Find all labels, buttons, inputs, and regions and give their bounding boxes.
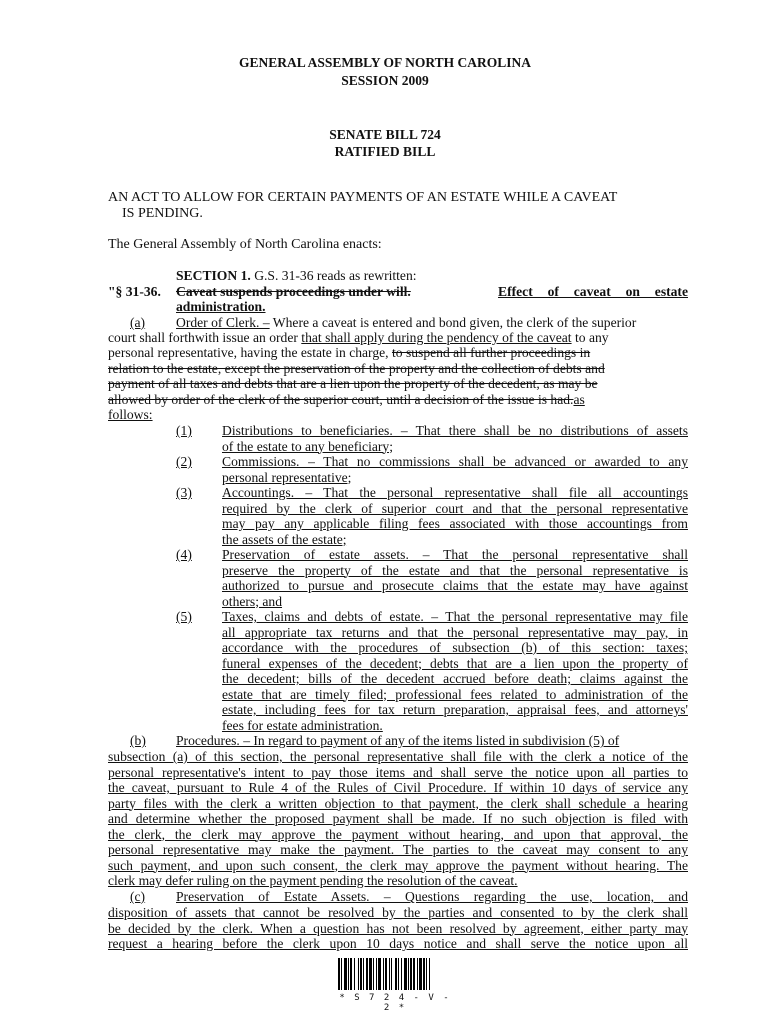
subdivision-text-line: of the estate to any beneficiary; [222,438,393,454]
subdivision-text-line: Accountings. – That the personal representative shall file all accountings [222,485,688,500]
subdivision-number: (4) [176,547,192,562]
section-1-label: SECTION 1. [176,268,251,283]
barcode-bar [426,958,427,990]
subsection-a-label: (a) [130,315,146,330]
bill-number: SENATE BILL 724 [329,127,441,142]
subsection-text-line: party files with the clerk a written objection to that payment, the clerk shall schedule a hearing [108,795,688,811]
document-page: GENERAL ASSEMBLY OF NORTH CAROLINA SESSION 2009 SENATE BILL 724 RATIFIED BILL AN ACT TO ALLOW FOR CERTAIN PAYMENTS OF AN ESTATE WHILE A CAVEAT IS PENDING. The General Assembly of North Carolina enacts: SECTION 1. G.S. 31-36 reads as rewritten: "§ 31-36. Caveat suspends proceedings under will. Effect of caveat on estate administration. (a) Order of Clerk. – Where a caveat is entered and bond given, the clerk of the superior court shall forthwith issue an order that shall apply during the pendency of the caveat to any personal representative, having the estate in charge, to suspend all further proceedings in relation to the estate, except the preservation of the property and the collection of debts and payment of all taxes and debts that are a lien upon the property of the decedent, as may be allowed by order of the clerk of the superior court, until a decision of the issue is had.as follows: (1) Distributions to beneficiaries. – That there shall be no distributions of assets of the estate to any beneficiary; (2) Commissions. – That no commissions shall be advanced or awarded to any personal representative; (3) Accountings. – That the personal representative shall file all accountings required by the clerk of superior court and that the personal representative may pay any applicable filing fees associated with those accountings from the assets of the estate; (4) Preservation of estate assets. – That the personal representative shall preserve the property of the estate and that the personal representative is authorized to pursue and prosecute claims that the estate may have against others; and (5) Taxes, claims and debts of estate. – That the personal representative may file all appropriate tax returns and that the personal representative may pay, in accordance with the procedures of subsection (b) of this section: taxes; funeral expenses of the decedent; debts that are a lien upon the property of the decedent; bills of the decedent accrued before death; claims against the estate that are timely filed; professional fees related to administration of the estate, including fees for tax return preparation, appraisal fees, and attorneys' fees for estate administration. (b) Procedures. – In regard to payment of any of the items listed in subdivision (5) of subsection (a) of this section, the personal representative shall file with the clerk a notice of the personal representative's intent to pay those items and shall serve the notice upon all parties to the caveat, pursuant to Rule 4 of the Rules of Civil Procedure. If within 10 days of service any party files with the clerk a written objection to that payment, the clerk shall schedule a hearing and determine whether the proposed payment shall be made. If no such objection is filed with the clerk, the clerk may approve the payment without hearing, and upon that approval, the personal representative may make the payment. The parties to the caveat may consent to any such payment, and upon such consent, the clerk may approve the payment without hearing. The clerk may defer ruling on the payment pending the resolution of the caveat. (c) Preservation of Estate Assets. – Questions regarding the use, location, and disposition of assets that cannot be resolved by the parties and consented to by the clerk shall be decided by the clerk. When a question has not been resolved by agreement, either party may request a hearing before the clerk upon 10 days notice and shall serve the notice upon all * S 7 2 4 - V - 2 * [0,0,770,1024]
subdivision-number: (1) [176,423,192,438]
subsection-a-line-7: follows: [108,407,153,422]
section-1-text: G.S. 31-36 reads as rewritten: [254,268,417,283]
subdivision-text-line: Commissions. – That no commissions shall be advanced or awarded to any [222,454,688,469]
subsection-text-line: the caveat, pursuant to Rule 4 of the Rules of Civil Procedure. If within 10 days of service any [108,780,688,795]
subdivision-text-line: funeral expenses of the decedent; debts that are a lien upon the property of [222,655,688,671]
subdivision-number: (2) [176,454,192,469]
barcode-bar [395,958,397,990]
barcode-bar [423,958,425,990]
subdivision-text-line: Distributions to beneficiaries. – That there shall be no distributions of assets [222,423,688,438]
barcode-bar [410,958,412,990]
subdivision-text-line: estate that are timely filed; professional fees related to administration of the [222,686,688,702]
barcode-bar [344,958,347,990]
barcode-bar [389,958,390,990]
subsection-b-label: (b) [130,733,146,748]
subdivision-number: (3) [176,485,192,500]
barcode-bar [391,958,392,990]
subdivision-text-line: the decedent; bills of the decedent accrued before death; claims against the [222,671,688,686]
barcode-bar [354,958,355,990]
barcode-bar [429,958,430,990]
barcode-bar [376,958,377,990]
barcode-bar [373,958,374,990]
subdivision-text-line: required by the clerk of superior court and that the personal representative [222,500,688,516]
subsection-a-line-2: court shall forthwith issue an order that shall apply during the pendency of the caveat to any [108,330,609,345]
enacting-clause: The General Assembly of North Carolina enacts: [108,237,382,252]
barcode-bar [404,958,407,990]
section-ref: "§ 31-36. [108,284,161,299]
subsection-a-heading: Order of Clerk. – [176,315,270,330]
subsection-text-line: be decided by the clerk. When a question has not been resolved by agreement, either party may [108,920,688,936]
subsection-text-line: the clerk, the clerk may approve the payment without hearing, and upon that approval, the [108,826,688,842]
barcode-image [338,958,452,990]
subsection-a-line-6: allowed by order of the clerk of the superior court, until a decision of the issue is had.as [108,392,585,407]
subsection-text-line: personal representative's intent to pay those items and shall serve the notice upon all parties to [108,764,688,780]
session-heading: SESSION 2009 [341,73,429,88]
assembly-heading: GENERAL ASSEMBLY OF NORTH CAROLINA [238,55,532,70]
subdivision-text-line: Preservation of estate assets. – That the personal representative shall [222,547,688,562]
subsection-text-line: personal representative may make the payment. The parties to the caveat may consent to any [108,842,688,857]
subdivision-text-line: may pay any applicable filing fees associated with those accountings from [222,516,688,531]
new-title-part-2: administration. [176,299,266,314]
subsection-text-line: and determine whether the proposed payment shall be made. If no such objection is filed with [108,811,688,826]
subsection-c-first: Preservation of Estate Assets. – Questions regarding the use, location, and [176,889,688,904]
barcode-bar [360,958,362,990]
barcode-bar [341,958,342,990]
barcode-bar [417,958,418,990]
subsection-a-line-5: payment of all taxes and debts that are a lien upon the property of the decedent, as may be [108,376,598,391]
subsection-a-line-3: personal representative, having the estate in charge, to suspend all further proceedings in [108,345,591,360]
subdivision-text-line: authorized to pursue and prosecute claims that the estate may have against [222,578,688,593]
barcode-bar [408,958,409,990]
barcode-text: * S 7 2 4 - V - 2 * [339,993,451,1013]
subsection-b-first: Procedures. – In regard to payment of any of the items listed in subdivision (5) of [176,733,620,748]
barcode-bar [338,958,340,990]
barcode-bar [366,958,368,990]
subsection-c-label: (c) [130,889,146,904]
barcode-bar [363,958,364,990]
subsection-text-line: clerk may defer ruling on the payment pending the resolution of the caveat. [108,873,518,888]
subsection-text-line: subsection (a) of this section, the personal representative shall file with the clerk a notice of the [108,749,688,764]
subdivision-text-line: all appropriate tax returns and that the personal representative may pay, in [222,624,688,640]
barcode-bar [413,958,415,990]
new-title-part-1: Effect of caveat on estate [498,284,688,299]
bill-status: RATIFIED BILL [334,144,436,159]
barcode-bar [350,958,352,990]
section-1-intro [176,268,476,284]
subdivision-number: (5) [176,609,192,624]
barcode-bar [401,958,402,990]
barcode-bar [385,958,387,990]
subdivision-text-line: personal representative; [222,469,352,485]
barcode-bar [369,958,372,990]
subdivision-text-line: accordance with the procedures of subsection (b) of this section: taxes; [222,640,688,655]
subdivision-text-line: preserve the property of the estate and that the personal representative is [222,562,688,578]
deleted-title: Caveat suspends proceedings under will. [176,284,411,299]
barcode-bar [378,958,381,990]
barcode-bar [358,958,359,990]
subdivision-text-line: Taxes, claims and debts of estate. – That the personal representative may file [222,609,688,624]
subsection-a-line-4: relation to the estate, except the preservation of the property and the collection of debts and [108,361,605,376]
subdivision-text-line: the assets of the estate; [222,531,347,547]
act-title-line-1: AN ACT TO ALLOW FOR CERTAIN PAYMENTS OF AN ESTATE WHILE A CAVEAT [108,190,618,205]
barcode-bar [383,958,384,990]
subsection-text-line: disposition of assets that cannot be resolved by the parties and consented to by the clerk shall [108,905,688,920]
barcode-bar [348,958,349,990]
subdivision-text-line: estate, including fees for tax return preparation, appraisal fees, and attorneys' [222,702,688,717]
barcode-bar [398,958,399,990]
subdivision-text-line: fees for estate administration. [222,717,383,733]
subsection-text-line: request a hearing before the clerk upon 10 days notice and shall serve the notice upon all [108,936,688,951]
subsection-text-line: such payment, and upon such consent, the clerk may approve the payment without hearing. The [108,857,688,873]
subdivision-text-line: others; and [222,593,283,609]
act-title-line-2: IS PENDING. [122,206,203,221]
barcode-bar [419,958,422,990]
